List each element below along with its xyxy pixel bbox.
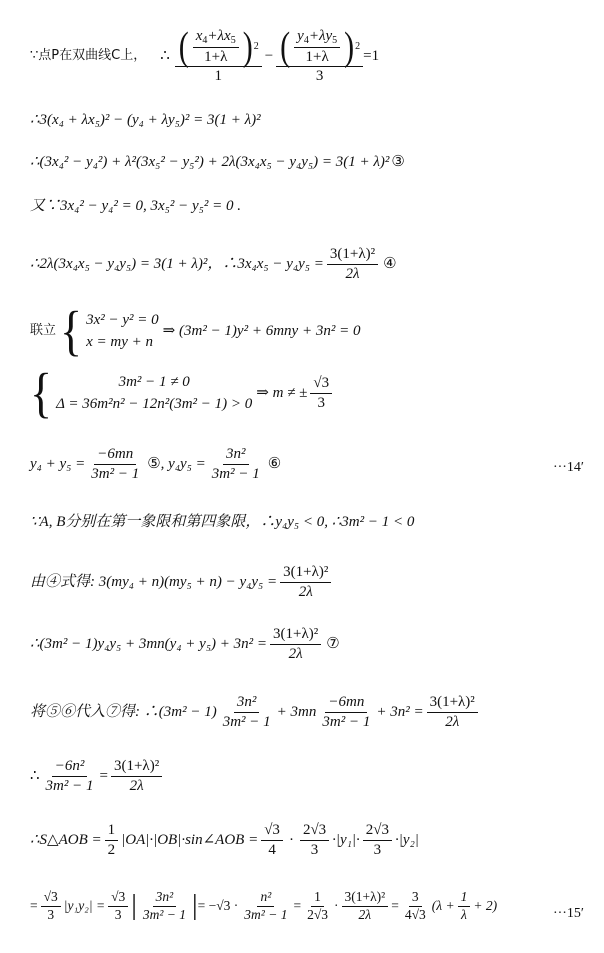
- line-6-prefix: 联立: [30, 322, 57, 338]
- line-10-fraction: $\frac{\text{3(1+λ)²}}{2\lambda}$: [280, 564, 331, 600]
- score-14: ···14′: [552, 460, 584, 475]
- line-13-fraction-1: $\frac{\text{−6n²}}{\text{3m² − 1}}$: [45, 758, 94, 794]
- line-7-result: ⇒ m ≠ ±: [256, 384, 308, 401]
- line-2: [30, 112, 261, 129]
- line-7-fraction: $\frac{√3}{3}$: [310, 375, 332, 411]
- line-15-c: = −√3 ·: [197, 897, 239, 913]
- line-14-fraction-2: $\frac{2√3}{3}$: [300, 822, 329, 858]
- equation-mark-4: ④: [383, 255, 397, 272]
- line-7: [30, 361, 335, 423]
- equation-mark-3: ③: [391, 154, 405, 170]
- equation-mark-7: ⑦: [326, 635, 340, 652]
- equation-mark-6: ⑥: [267, 455, 282, 472]
- line-9-text: ∵A, B分别在第一象限和第四象限，∴y₄y₅ < 0, ∴3m² − 1 < 0: [30, 514, 415, 530]
- line-13-fraction-2: $\frac{\text{3(1+λ)²}}{2\lambda}$: [111, 758, 162, 794]
- line-14: ∴S△AOB = $\frac{1}{2}$ |OA|·|OB|·sin∠AOB = $\frac{√3}{4}$ · $\frac{2√3}{3}$ ·|y₁|· $\frac{2√3}{3}$ ·|y₂|: [30, 822, 419, 858]
- line-3-text: ∴(3x₄² − y₄²) + λ²(3x₅² − y₅²) + 2λ(3x₄x₅ − y₄y₅) = 3(1 + λ)²: [30, 154, 390, 170]
- line-15-e: =: [391, 897, 399, 913]
- line-6-result: ⇒ (3m² − 1)y² + 6mny + 3n² = 0: [162, 322, 361, 339]
- fraction-y-term: ( $\frac{y_4+\lambda y_5}{1+\lambda}$ ) 2 3: [279, 28, 360, 84]
- line-5: [30, 246, 397, 282]
- line-12-fraction-3: $\frac{\text{3(1+λ)²}}{2\lambda}$: [427, 694, 478, 730]
- line-5-fraction: $\frac{\text{3(1+λ)²}}{2\lambda}$: [327, 246, 378, 282]
- line-6: [30, 299, 361, 361]
- line-15-fraction-1: $\frac{√3}{3}$: [41, 890, 61, 923]
- line-15-fraction-5: $\frac{\text{3(1+λ)²}}{2\lambda}$: [342, 890, 389, 923]
- line-10-left: 由④式得: 3(my₄ + n)(my₅ + n) − y₄y₅ =: [30, 573, 278, 590]
- line-15-g: + 2): [473, 897, 498, 913]
- line-9: [30, 514, 414, 531]
- line-8: [30, 446, 281, 482]
- line-2-text: ∴3(x₄ + λx₅)² − (y₄ + λy₅)² = 3(1 + λ)²: [30, 112, 261, 128]
- line-14-fraction-3: $\frac{2√3}{3}$: [363, 822, 392, 858]
- line-1: ∵点P在双曲线C上， ∴ ( $\frac{x_4+\lambda x_5}{1+\lambda}$ ) 2 1 − ( $\frac{y_4+\lambda y_5}{1+\lambda}$ ) 2 3 =1: [30, 24, 380, 84]
- line-14-left: ∴S△AOB =: [30, 831, 102, 848]
- line-13-eq: =: [99, 767, 108, 784]
- score-15: ···15′: [552, 906, 584, 921]
- system-of-equations-1: { 3x² − y² = 0 x = my + n: [60, 299, 159, 361]
- therefore-symbol: ∴: [160, 47, 170, 64]
- line-15-dot: ·: [334, 897, 339, 913]
- line-14-fraction-1: $\frac{√3}{4}$: [261, 822, 283, 858]
- line-10: [30, 564, 334, 600]
- equation-mark-5: ⑤: [147, 455, 161, 472]
- system-of-conditions: { 3m² − 1 ≠ 0 Δ = 36m²n² − 12n²(3m² − 1) > 0: [30, 361, 253, 423]
- line-4: [30, 198, 241, 215]
- line-14-y1: ·|y₁|·: [332, 831, 360, 848]
- line-15-fraction-2: $\frac{√3}{3}$: [108, 890, 128, 923]
- equals-one: =1: [363, 47, 380, 64]
- half-fraction: $\frac{1}{2}$: [105, 822, 119, 858]
- line-15: = $\frac{√3}{3}$ |y₁y₂| = $\frac{√3}{3}$ | $\frac{\text{3n²}}{\text{3m² − 1}}$ | = −√3 · $\frac{\text{n²}}{\text{3m² − 1}}$ = $\frac{1}{2√3}$ · $\frac{\text{3(1+λ)²}}{2\lambda}$ = $\frac{3}{4√3}$ (λ + $\frac{1}{\lambda}$ + 2): [30, 889, 498, 922]
- line-8-fraction-1: $\frac{-6mn}{\text{3m² − 1}}$: [91, 446, 140, 482]
- line-15-abs-fraction: $\frac{\text{3n²}}{\text{3m² − 1}}$: [142, 889, 187, 922]
- line-3: [30, 154, 405, 171]
- line-15-fraction-6: $\frac{3}{4√3}$: [404, 889, 426, 922]
- line-8-left: y₄ + y₅ =: [30, 455, 86, 472]
- line-11-fraction: $\frac{\text{3(1+λ)²}}{2\lambda}$: [270, 626, 321, 662]
- line-12-mid: + 3mn: [276, 703, 317, 720]
- line-1-prefix: ∵点P在双曲线C上，: [30, 47, 147, 63]
- line-13-left: ∴: [30, 767, 40, 784]
- line-15-fraction-3: $\frac{\text{n²}}{\text{3m² − 1}}$: [244, 889, 288, 922]
- line-13: [30, 758, 165, 794]
- line-15-a: |y₁y₂| =: [63, 897, 106, 913]
- line-8-fraction-2: $\frac{\text{3n²}}{\text{3m² − 1}}$: [211, 446, 260, 482]
- line-15-fraction-7: $\frac{1}{\lambda}$: [458, 890, 471, 923]
- line-11: [30, 626, 340, 662]
- line-12-fraction-2: $\frac{-6mn}{\text{3m² − 1}}$: [322, 694, 371, 730]
- line-15-f: (λ +: [431, 897, 455, 913]
- line-15-fraction-4: $\frac{1}{2√3}$: [307, 889, 328, 922]
- line-12-left: 将⑤⑥代入⑦得: ∴(3m² − 1): [30, 703, 217, 720]
- fraction-x-term: ( $\frac{x_4+\lambda x_5}{1+\lambda}$ ) 2 1: [178, 28, 259, 84]
- line-12-right: + 3n² =: [376, 703, 424, 720]
- line-12: [30, 694, 481, 730]
- line-15-d: =: [293, 897, 302, 913]
- line-14-y2: ·|y₂|: [395, 831, 419, 848]
- line-4-text: 又∵3x₄² − y₄² = 0, 3x₅² − y₅² = 0 .: [30, 198, 241, 214]
- line-15-eq0: =: [30, 897, 38, 913]
- line-12-fraction-1: $\frac{\text{3n²}}{\text{3m² − 1}}$: [222, 694, 271, 730]
- line-11-left: ∴(3m² − 1)y₄y₅ + 3mn(y₄ + y₅) + 3n² =: [30, 635, 268, 652]
- line-8-mid: , y₄y₅ =: [160, 455, 206, 472]
- line-14-mid: |OA|·|OB|·sin∠AOB =: [121, 831, 259, 848]
- line-5-left: ∴2λ(3x₄x₅ − y₄y₅) = 3(1 + λ)²，∴3x₄x₅ − y₄y₅ =: [30, 255, 324, 272]
